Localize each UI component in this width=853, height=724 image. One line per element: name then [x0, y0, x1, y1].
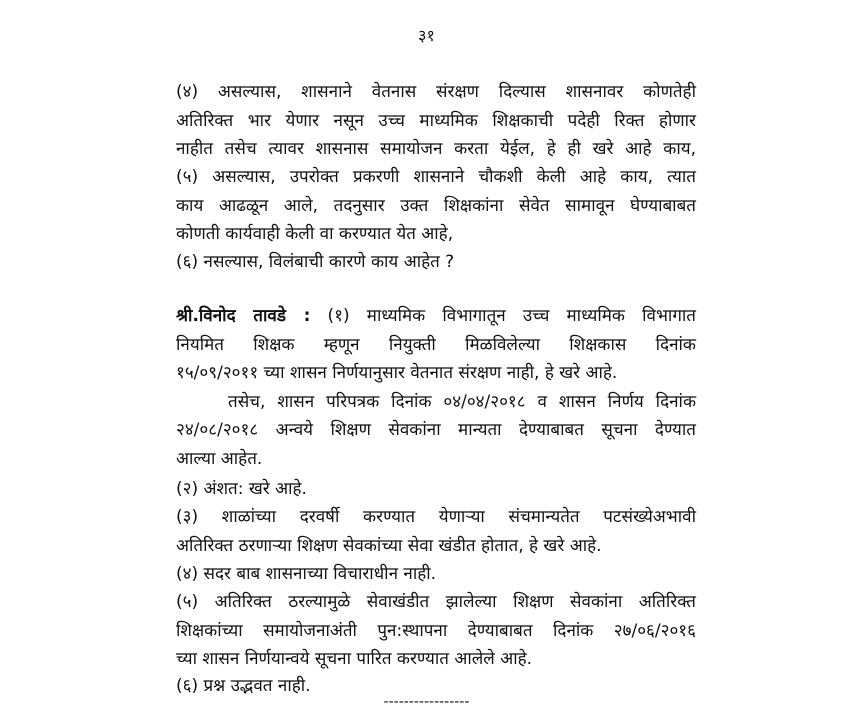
text-line: (६) प्रश्न उद्भवत नाही. [176, 676, 311, 696]
text-line: शिक्षकांच्या समायोजनाअंती पुन:स्थापना देण्याबाबत दिनांक २७/०६/२०१६ [176, 620, 696, 641]
answer-part-2 [176, 475, 696, 504]
answer-part-3 [176, 503, 696, 560]
text-line: (६) नसल्यास, विलंबाची कारणे काय आहेत ? [176, 252, 455, 272]
text-line: नाहीत तसेच त्यावर शासनास समायोजन करता येईल, हे ही खरे आहे काय, [176, 139, 696, 159]
text-line: काय आढळून आले, तदनुसार उक्त शिक्षकांना सेवेत सामावून घेण्याबाबत [176, 195, 696, 216]
text-line: आल्या आहेत. [176, 448, 263, 469]
answer-part-4 [176, 560, 696, 589]
text-line: तसेच, शासन परिपत्रक दिनांक ०४/०४/२०१८ व शासन निर्णय दिनांक [228, 391, 696, 412]
text-line: कोणती कार्यवाही केली वा करण्यात येत आहे, [176, 224, 454, 244]
answer-part-5 [176, 588, 696, 674]
text-line: (५) अतिरिक्त ठरल्यामुळे सेवाखंडीत झालेल्या शिक्षण सेवकांना अतिरिक्त [176, 592, 696, 612]
text-line: १५/०९/२०११ च्या शासन निर्णयानुसार वेतनात संरक्षण नाही, हे खरे आहे. [176, 363, 618, 383]
text-line: (२) अंशत: खरे आहे. [176, 479, 307, 499]
text-line: (३) शाळांच्या दरवर्षी करण्यात येणाऱ्या संचमान्यतेत पटसंख्येअभावी [176, 507, 696, 527]
text-line: अतिरिक्त भार येणार नसून उच्च माध्यमिक शिक्षकाची पदेही रिक्त होणार [176, 110, 696, 131]
answer-part-1 [176, 302, 696, 473]
text-line: (४) सदर बाब शासनाच्या विचाराधीन नाही. [176, 564, 437, 584]
text-line: नियमित शिक्षक म्हणून नियुक्ती मिळविलेल्या शिक्षकास दिनांक [176, 334, 696, 355]
text-line: (५) असल्यास, उपरोक्त प्रकरणी शासनाने चौकशी केली आहे काय, त्यात [176, 167, 696, 187]
speaker-name: श्री.विनोद तावडे : [176, 306, 311, 326]
text-line: (४) असल्यास, शासनाने वेतनास संरक्षण दिल्यास शासनावर कोणतेही [176, 82, 696, 102]
question-part-4 [176, 78, 696, 164]
page-number: ३१ [418, 26, 435, 45]
question-part-5 [176, 163, 696, 249]
text-line [176, 302, 696, 331]
text-line: च्या शासन निर्णयान्वये सूचना पारित करण्यात आलेले आहे. [176, 649, 532, 669]
end-separator: ----------------- [383, 694, 470, 710]
answer-text: (१) माध्यमिक विभागातून उच्च माध्यमिक विभागात [310, 306, 696, 326]
text-line: २४/०८/२०१८ अन्वये शिक्षण सेवकांना मान्यता देण्याबाबत सूचना देण्यात [176, 420, 696, 440]
text-line: अतिरिक्त ठरणाऱ्या शिक्षण सेवकांच्या सेवा खंडीत होतात, हे खरे आहे. [176, 535, 602, 556]
question-part-6 [176, 248, 696, 277]
